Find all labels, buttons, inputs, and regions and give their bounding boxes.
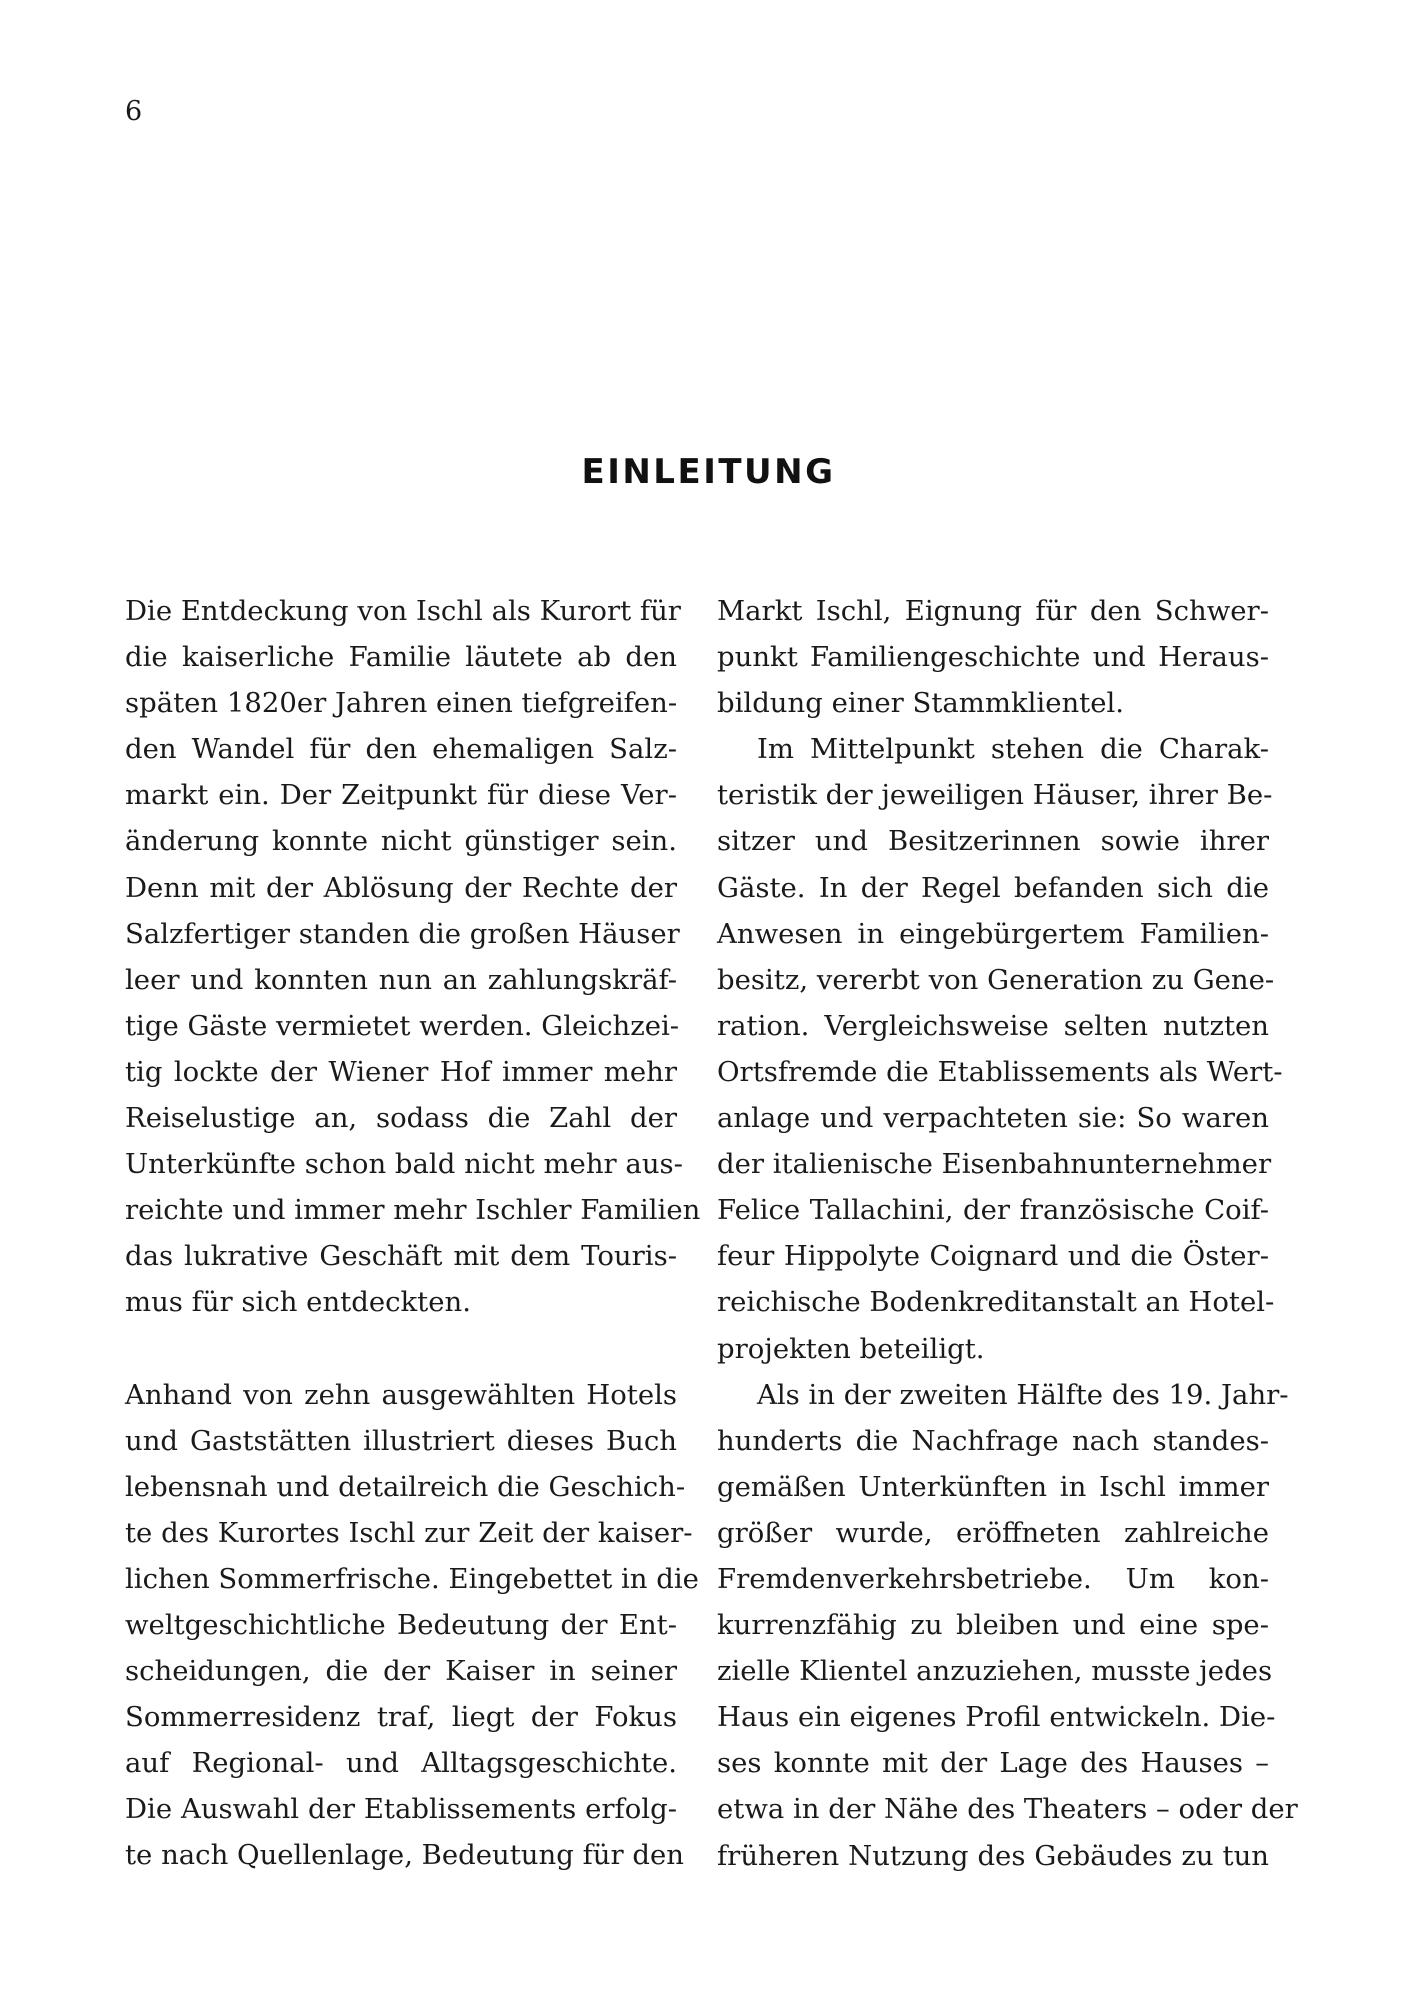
text-line: feur Hippolyte Coignard und die Öster- (717, 1240, 1269, 1273)
text-line: Markt Ischl, Eignung für den Schwer- (717, 595, 1269, 627)
text-line: gemäßen Unterkünften in Ischl immer (717, 1470, 1269, 1503)
text-line: die kaiserliche Familie läutete ab den (125, 641, 677, 674)
text-line: punkt Familiengeschichte und Heraus- (717, 641, 1269, 674)
text-line: Unterkünfte schon bald nicht mehr aus- (125, 1148, 683, 1181)
text-line: zielle Klientel anzuziehen, musste jedes (717, 1655, 1273, 1688)
text-line: größer wurde, eröffneten zahlreiche (717, 1516, 1269, 1549)
text-line: das lukrative Geschäft mit dem Touris- (125, 1240, 677, 1273)
text-line: ses konnte mit der Lage des Hauses – (717, 1747, 1269, 1780)
text-line: Reiselustige an, sodass die Zahl der (125, 1102, 677, 1135)
text-line: der italienische Eisenbahnunternehmer (717, 1148, 1272, 1181)
text-line: hunderts die Nachfrage nach standes- (717, 1424, 1269, 1457)
text-line: kurrenzfähig zu bleiben und eine spe- (717, 1609, 1269, 1642)
text-line: tig lockte der Wiener Hof immer mehr (125, 1055, 677, 1088)
text-line: reichische Bodenkreditanstalt an Hotel- (717, 1286, 1275, 1319)
text-line: Sommerresidenz traf, liegt der Fokus (125, 1701, 677, 1734)
right-paragraph-1 (717, 588, 1269, 726)
text-line: te des Kurortes Ischl zur Zeit der kaiser- (125, 1516, 693, 1549)
right-paragraph-2 (717, 726, 1283, 1371)
text-line: Im Mittelpunkt stehen die Charak- (757, 733, 1269, 766)
text-line: Denn mit der Ablösung der Rechte der (125, 871, 677, 904)
left-paragraph-2 (125, 1372, 699, 1879)
text-line: Salzfertiger standen die großen Häuser (125, 917, 680, 950)
text-line: weltgeschichtliche Bedeutung der Ent- (125, 1608, 677, 1641)
text-line: lichen Sommerfrische. Eingebettet in die (125, 1562, 699, 1595)
text-line: und Gaststätten illustriert dieses Buch (125, 1424, 677, 1457)
text-line: Die Auswahl der Etablissements erfolg- (125, 1793, 677, 1826)
left-paragraph-1 (125, 588, 701, 1326)
text-line: auf Regional- und Alltagsgeschichte. (125, 1747, 677, 1780)
text-line: anlage und verpachteten sie: So waren (717, 1102, 1269, 1135)
text-line: ration. Vergleichsweise selten nutzten (717, 1009, 1269, 1042)
text-line: späten 1820er Jahren einen tiefgreifen- (125, 687, 678, 720)
text-line: Anhand von zehn ausgewählten Hotels (125, 1378, 677, 1411)
text-line: änderung konnte nicht günstiger sein. (125, 825, 677, 858)
text-line: leer und konnten nun an zahlungskräf- (125, 963, 677, 996)
text-line: lebensnah und detailreich die Geschich- (125, 1470, 686, 1503)
text-line: tige Gäste vermietet werden. Gleichzei- (125, 1009, 680, 1042)
text-line: früheren Nutzung des Gebäudes zu tun (717, 1839, 1269, 1872)
text-line: Fremdenverkehrsbetriebe. Um kon- (717, 1562, 1269, 1595)
text-line: besitz, vererbt von Generation zu Gene- (717, 963, 1275, 996)
text-line: te nach Quellenlage, Bedeutung für den (125, 1839, 684, 1872)
chapter-title: EINLEITUNG (581, 452, 836, 492)
text-line: teristik der jeweiligen Häuser, ihrer Be- (717, 779, 1273, 812)
page-number: 6 (125, 96, 143, 127)
text-line: Als in der zweiten Hälfte des 19. Jahr- (757, 1378, 1289, 1411)
right-column (717, 588, 1298, 1879)
left-column (125, 588, 701, 1879)
text-line: Haus ein eigenes Profil entwickeln. Die- (717, 1701, 1276, 1734)
text-line: Anwesen in eingebürgertem Familien- (717, 917, 1269, 950)
text-line: sitzer und Besitzerinnen sowie ihrer (717, 825, 1269, 858)
text-line: den Wandel für den ehemaligen Salz- (125, 733, 677, 766)
text-line: projekten beteiligt. (717, 1332, 985, 1365)
text-line: markt ein. Der Zeitpunkt für diese Ver- (125, 779, 677, 812)
text-line: etwa in der Nähe des Theaters – oder der (717, 1793, 1298, 1826)
text-line: Die Entdeckung von Ischl als Kurort für (125, 595, 681, 627)
text-line: Felice Tallachini, der französische Coif- (717, 1194, 1269, 1227)
text-line: mus für sich entdeckten. (125, 1286, 471, 1319)
text-line: scheidungen, die der Kaiser in seiner (125, 1655, 677, 1688)
text-line: reichte und immer mehr Ischler Familien (125, 1194, 701, 1227)
text-line: Gäste. In der Regel befanden sich die (717, 871, 1269, 904)
paragraph-gap (125, 1326, 677, 1372)
text-line: Ortsfremde die Etablissements als Wert- (717, 1055, 1283, 1088)
right-paragraph-3 (717, 1372, 1298, 1879)
text-line: bildung einer Stammklientel. (717, 687, 1125, 720)
